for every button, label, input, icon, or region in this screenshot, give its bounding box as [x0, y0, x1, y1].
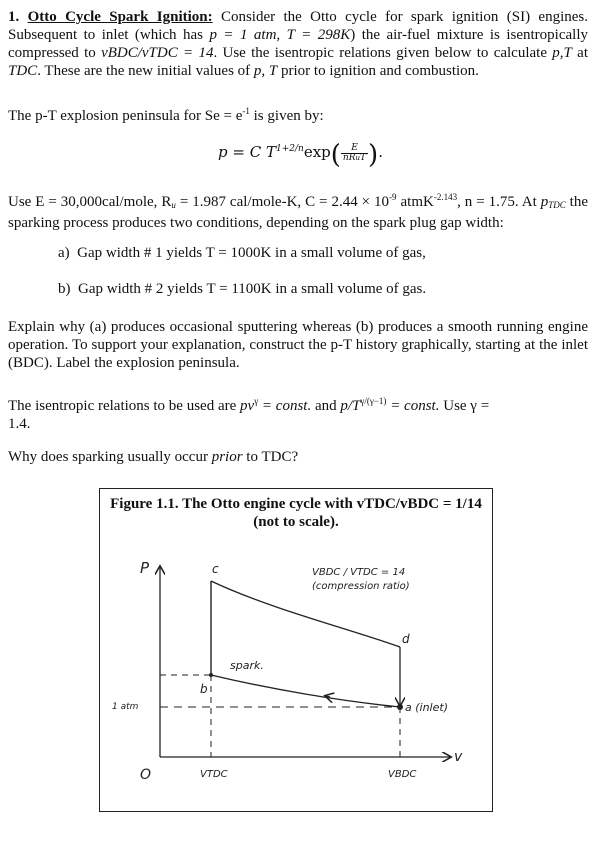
relation-1-tail: = const.	[258, 398, 312, 414]
relation-2-tail: = const.	[386, 398, 440, 414]
vbdc-label: VBDC	[388, 769, 417, 780]
problem-paragraph	[8, 8, 588, 80]
explain-paragraph: Explain why (a) produces occasional sputtering whereas (b) produces a smooth running engine operation. To support your explanation, construct the p-T history graphically, starting at the inlet (BDC). Label the explosion peninsula.	[8, 319, 588, 371]
gamma-value: 1.4.	[8, 416, 31, 432]
compression-ratio: vBDC/vTDC = 14	[101, 45, 214, 61]
formula-numerator: E	[341, 144, 368, 154]
formula-den-main: nR	[342, 152, 356, 163]
formula-den-tail: T	[360, 152, 367, 163]
one-atm-label: 1 atm	[112, 702, 139, 712]
isentropic-text: The isentropic relations to be used are	[8, 398, 241, 414]
problem-intro4: at	[571, 45, 588, 61]
formula-denominator	[341, 154, 368, 163]
question-paragraph	[8, 448, 588, 466]
peninsula-text: The p-T explosion peninsula for Se = e	[8, 108, 243, 124]
formula-lhs: p = C T	[218, 143, 276, 161]
case-b-text: Gap width # 2 yields T = 1100K in a small volume of gas.	[78, 281, 427, 297]
relation-2-exp: γ/(γ−1)	[360, 396, 387, 406]
inlet-conditions: p = 1 atm, T = 298K	[209, 27, 351, 43]
ratio-note-line-2: (compression ratio)	[312, 581, 410, 592]
problem-heading: Otto Cycle Spark Ignition:	[27, 9, 213, 25]
question-prior: prior	[211, 449, 243, 465]
ptdc-subscript: TDC	[548, 200, 566, 210]
peninsula-tail: is given by:	[249, 108, 324, 124]
case-b	[58, 280, 578, 298]
point-b-label: b	[200, 682, 208, 696]
ptdc-symbol: p	[540, 194, 549, 210]
relation-2: p/T	[340, 398, 361, 414]
question-end: to TDC?	[242, 449, 299, 465]
peninsula-formula: p = C $T^{1+2/n}\exp$( $\frac{E}{\text{nRuT}}$ ).	[218, 140, 383, 170]
figure-box	[99, 488, 493, 812]
peninsula-exponent: -1	[242, 106, 250, 116]
compression-a-b	[211, 675, 400, 707]
ru-subscript: u	[171, 200, 176, 210]
origin-label: O	[140, 767, 152, 783]
formula-exp: exp	[303, 143, 331, 161]
k-exponent: -2.143	[433, 192, 458, 202]
problem-intro3: . Use the isentropic relations given below to calculate	[213, 45, 553, 61]
figure-title-line-1: Figure 1.1. The Otto engine cycle with vTDC/vBDC = 1/14	[110, 496, 482, 512]
constants-paragraph	[8, 188, 588, 232]
axis-v-label: v	[454, 749, 463, 765]
point-b	[209, 673, 213, 677]
pt-symbol: p,T	[552, 45, 572, 61]
question-start: Why does sparking usually occur	[8, 449, 212, 465]
point-a	[397, 704, 403, 710]
formula-den-sub: u	[355, 153, 361, 162]
problem-intro: Consider the Otto cycle for spark ignition (SI) engines. Subsequent to inlet (which has	[8, 9, 588, 43]
ratio-note-line-1: VBDC / VTDC = 14	[312, 567, 406, 578]
otto-cycle-diagram	[100, 489, 492, 811]
figure-title-line-2: (not to scale).	[253, 514, 339, 530]
isentropic-paragraph	[8, 392, 588, 433]
gamma-use: Use γ =	[439, 398, 490, 414]
point-d-label: d	[402, 632, 410, 646]
constants-text-3: atmK	[396, 194, 434, 210]
constants-text-5: the sparking process produces two conditions, depending on the spark plug gap width:	[8, 194, 589, 231]
case-a-text: Gap width # 1 yields T = 1000K in a small volume of gas,	[77, 245, 426, 261]
case-a	[58, 244, 578, 262]
problem-intro5: . These are the new initial values of	[37, 63, 254, 79]
point-a-label: a (inlet)	[405, 701, 448, 714]
problem-intro6: prior to ignition and combustion.	[277, 63, 479, 79]
constants-text-2: = 1.987 cal/mole-K, C = 2.44 × 10	[175, 194, 390, 210]
axis-p-label: P	[140, 559, 150, 577]
isentropic-and: and	[311, 398, 341, 414]
c-exponent: -9	[389, 192, 397, 202]
tdc-symbol: TDC	[8, 63, 38, 79]
case-a-label: a)	[58, 245, 70, 261]
constants-text-1: Use E = 30,000cal/mole, R	[8, 194, 172, 210]
case-b-label: b)	[58, 281, 71, 297]
spark-label: spark.	[230, 659, 264, 672]
problem-intro2: ) the air-fuel mixture is isentropically compressed to	[8, 27, 588, 61]
compression-arrow	[326, 696, 330, 697]
formula-power: 1+2/n	[275, 144, 304, 154]
constants-text-4: , n = 1.75. At	[457, 194, 541, 210]
problem-number: 1.	[8, 9, 20, 25]
relation-1: pv	[240, 398, 255, 414]
peninsula-paragraph	[8, 102, 588, 125]
pt-symbol-2: p, T	[253, 63, 278, 79]
formula-fraction	[341, 144, 368, 163]
point-c-label: c	[212, 562, 219, 576]
relation-1-exp: γ	[254, 396, 259, 406]
vtdc-label: VTDC	[200, 769, 228, 780]
